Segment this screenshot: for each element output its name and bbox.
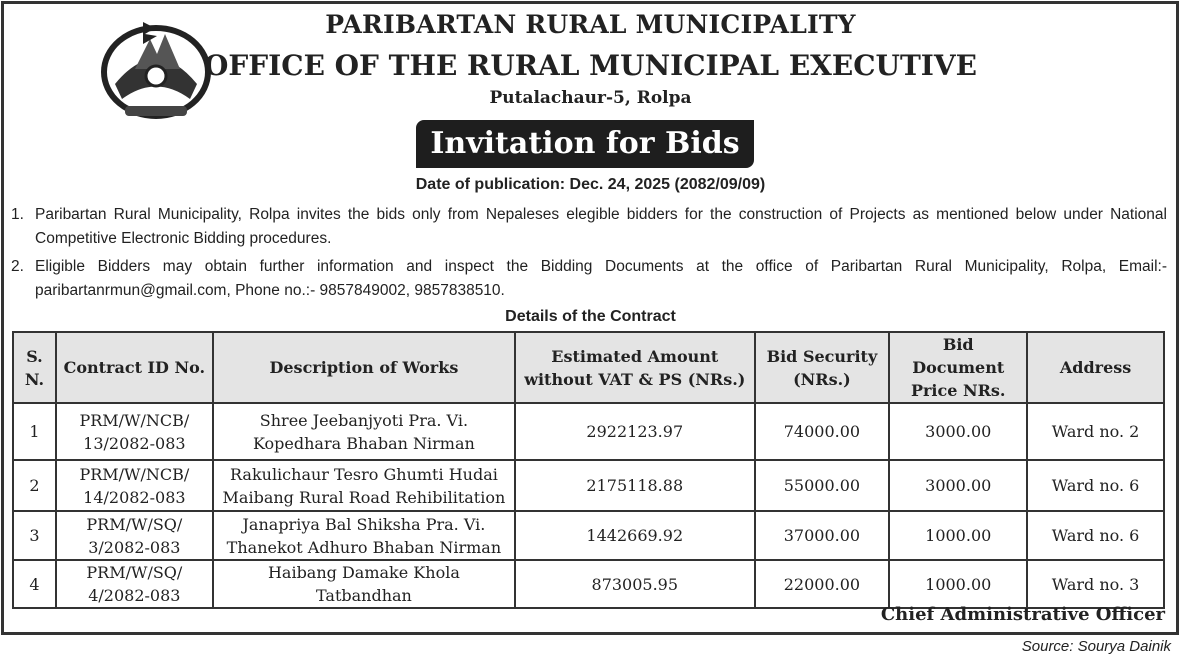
cell-contract-id: PRM/W/SQ/ 4/2082-083	[56, 560, 213, 608]
cell-sn: 1	[13, 403, 56, 460]
office-address: Putalachaur-5, Rolpa	[489, 88, 692, 108]
cell-estimated-amount: 2175118.88	[515, 460, 754, 511]
paragraph-text: Paribartan Rural Municipality, Rolpa invites the bids only from Nepaleses elegible bidders for the construction of Projects as mentioned below under National Competitive Electronic Bidding procedures.	[35, 206, 1167, 247]
cell-contract-id: PRM/W/NCB/ 14/2082-083	[56, 460, 213, 511]
cell-address: Ward no. 6	[1027, 460, 1164, 511]
cell-contract-id: PRM/W/NCB/ 13/2082-083	[56, 403, 213, 460]
cell-description: Rakulichaur Tesro Ghumti Hudai Maibang Rural Road Rehibilitation	[213, 460, 515, 511]
header-address: Address	[1027, 332, 1164, 403]
signatory-title: Chief Administrative Officer	[880, 604, 1165, 625]
cell-sn: 3	[13, 511, 56, 560]
cell-bid-security: 74000.00	[755, 403, 890, 460]
source-credit: Source: Sourya Dainik	[1021, 638, 1171, 655]
cell-description: Haibang Damake Khola Tatbandhan	[213, 560, 515, 608]
cell-estimated-amount: 2922123.97	[515, 403, 754, 460]
contract-table	[12, 331, 1165, 609]
cell-estimated-amount: 1442669.92	[515, 511, 754, 560]
paragraph-text: Eligible Bidders may obtain further information and inspect the Bidding Documents at the office of Paribartan Rural Municipality, Rolpa, Email:-paribartanrmun@gmail.com, Phone no.:- 9857849002, 9857838510.	[35, 258, 1167, 299]
table-title: Details of the Contract	[505, 308, 676, 325]
cell-estimated-amount: 873005.95	[515, 560, 754, 608]
table-row	[13, 560, 1164, 608]
header-description: Description of Works	[213, 332, 515, 403]
paragraph-2	[11, 255, 1167, 303]
cell-description: Janapriya Bal Shiksha Pra. Vi. Thanekot Adhuro Bhaban Nirman	[213, 511, 515, 560]
header-document-price: Bid Document Price NRs.	[889, 332, 1027, 403]
cell-document-price: 3000.00	[889, 460, 1027, 511]
table-header-row	[13, 332, 1164, 403]
municipality-name: PARIBARTAN RURAL MUNICIPALITY	[325, 10, 856, 39]
cell-document-price: 3000.00	[889, 403, 1027, 460]
header-estimated-amount: Estimated Amount without VAT & PS (NRs.)	[515, 332, 754, 403]
cell-address: Ward no. 3	[1027, 560, 1164, 608]
table-row	[13, 460, 1164, 511]
header-sn: S. N.	[13, 332, 56, 403]
cell-address: Ward no. 2	[1027, 403, 1164, 460]
cell-document-price: 1000.00	[889, 560, 1027, 608]
header-contract-id: Contract ID No.	[56, 332, 213, 403]
publication-date: Date of publication: Dec. 24, 2025 (2082/09/09)	[415, 176, 766, 193]
paragraph-number: 2.	[11, 258, 24, 275]
cell-bid-security: 37000.00	[755, 511, 890, 560]
paragraph-number: 1.	[11, 206, 24, 223]
cell-contract-id: PRM/W/SQ/ 3/2082-083	[56, 511, 213, 560]
cell-document-price: 1000.00	[889, 511, 1027, 560]
office-name: OFFICE OF THE RURAL MUNICIPAL EXECUTIVE	[204, 49, 977, 82]
cell-description: Shree Jeebanjyoti Pra. Vi. Kopedhara Bhaban Nirman	[213, 403, 515, 460]
table-row	[13, 403, 1164, 460]
header-bid-security: Bid Security (NRs.)	[755, 332, 890, 403]
cell-address: Ward no. 6	[1027, 511, 1164, 560]
paragraph-1	[11, 203, 1167, 251]
cell-sn: 2	[13, 460, 56, 511]
notice-title: Invitation for Bids	[416, 120, 754, 168]
table-row	[13, 511, 1164, 560]
cell-bid-security: 55000.00	[755, 460, 890, 511]
cell-bid-security: 22000.00	[755, 560, 890, 608]
cell-sn: 4	[13, 560, 56, 608]
